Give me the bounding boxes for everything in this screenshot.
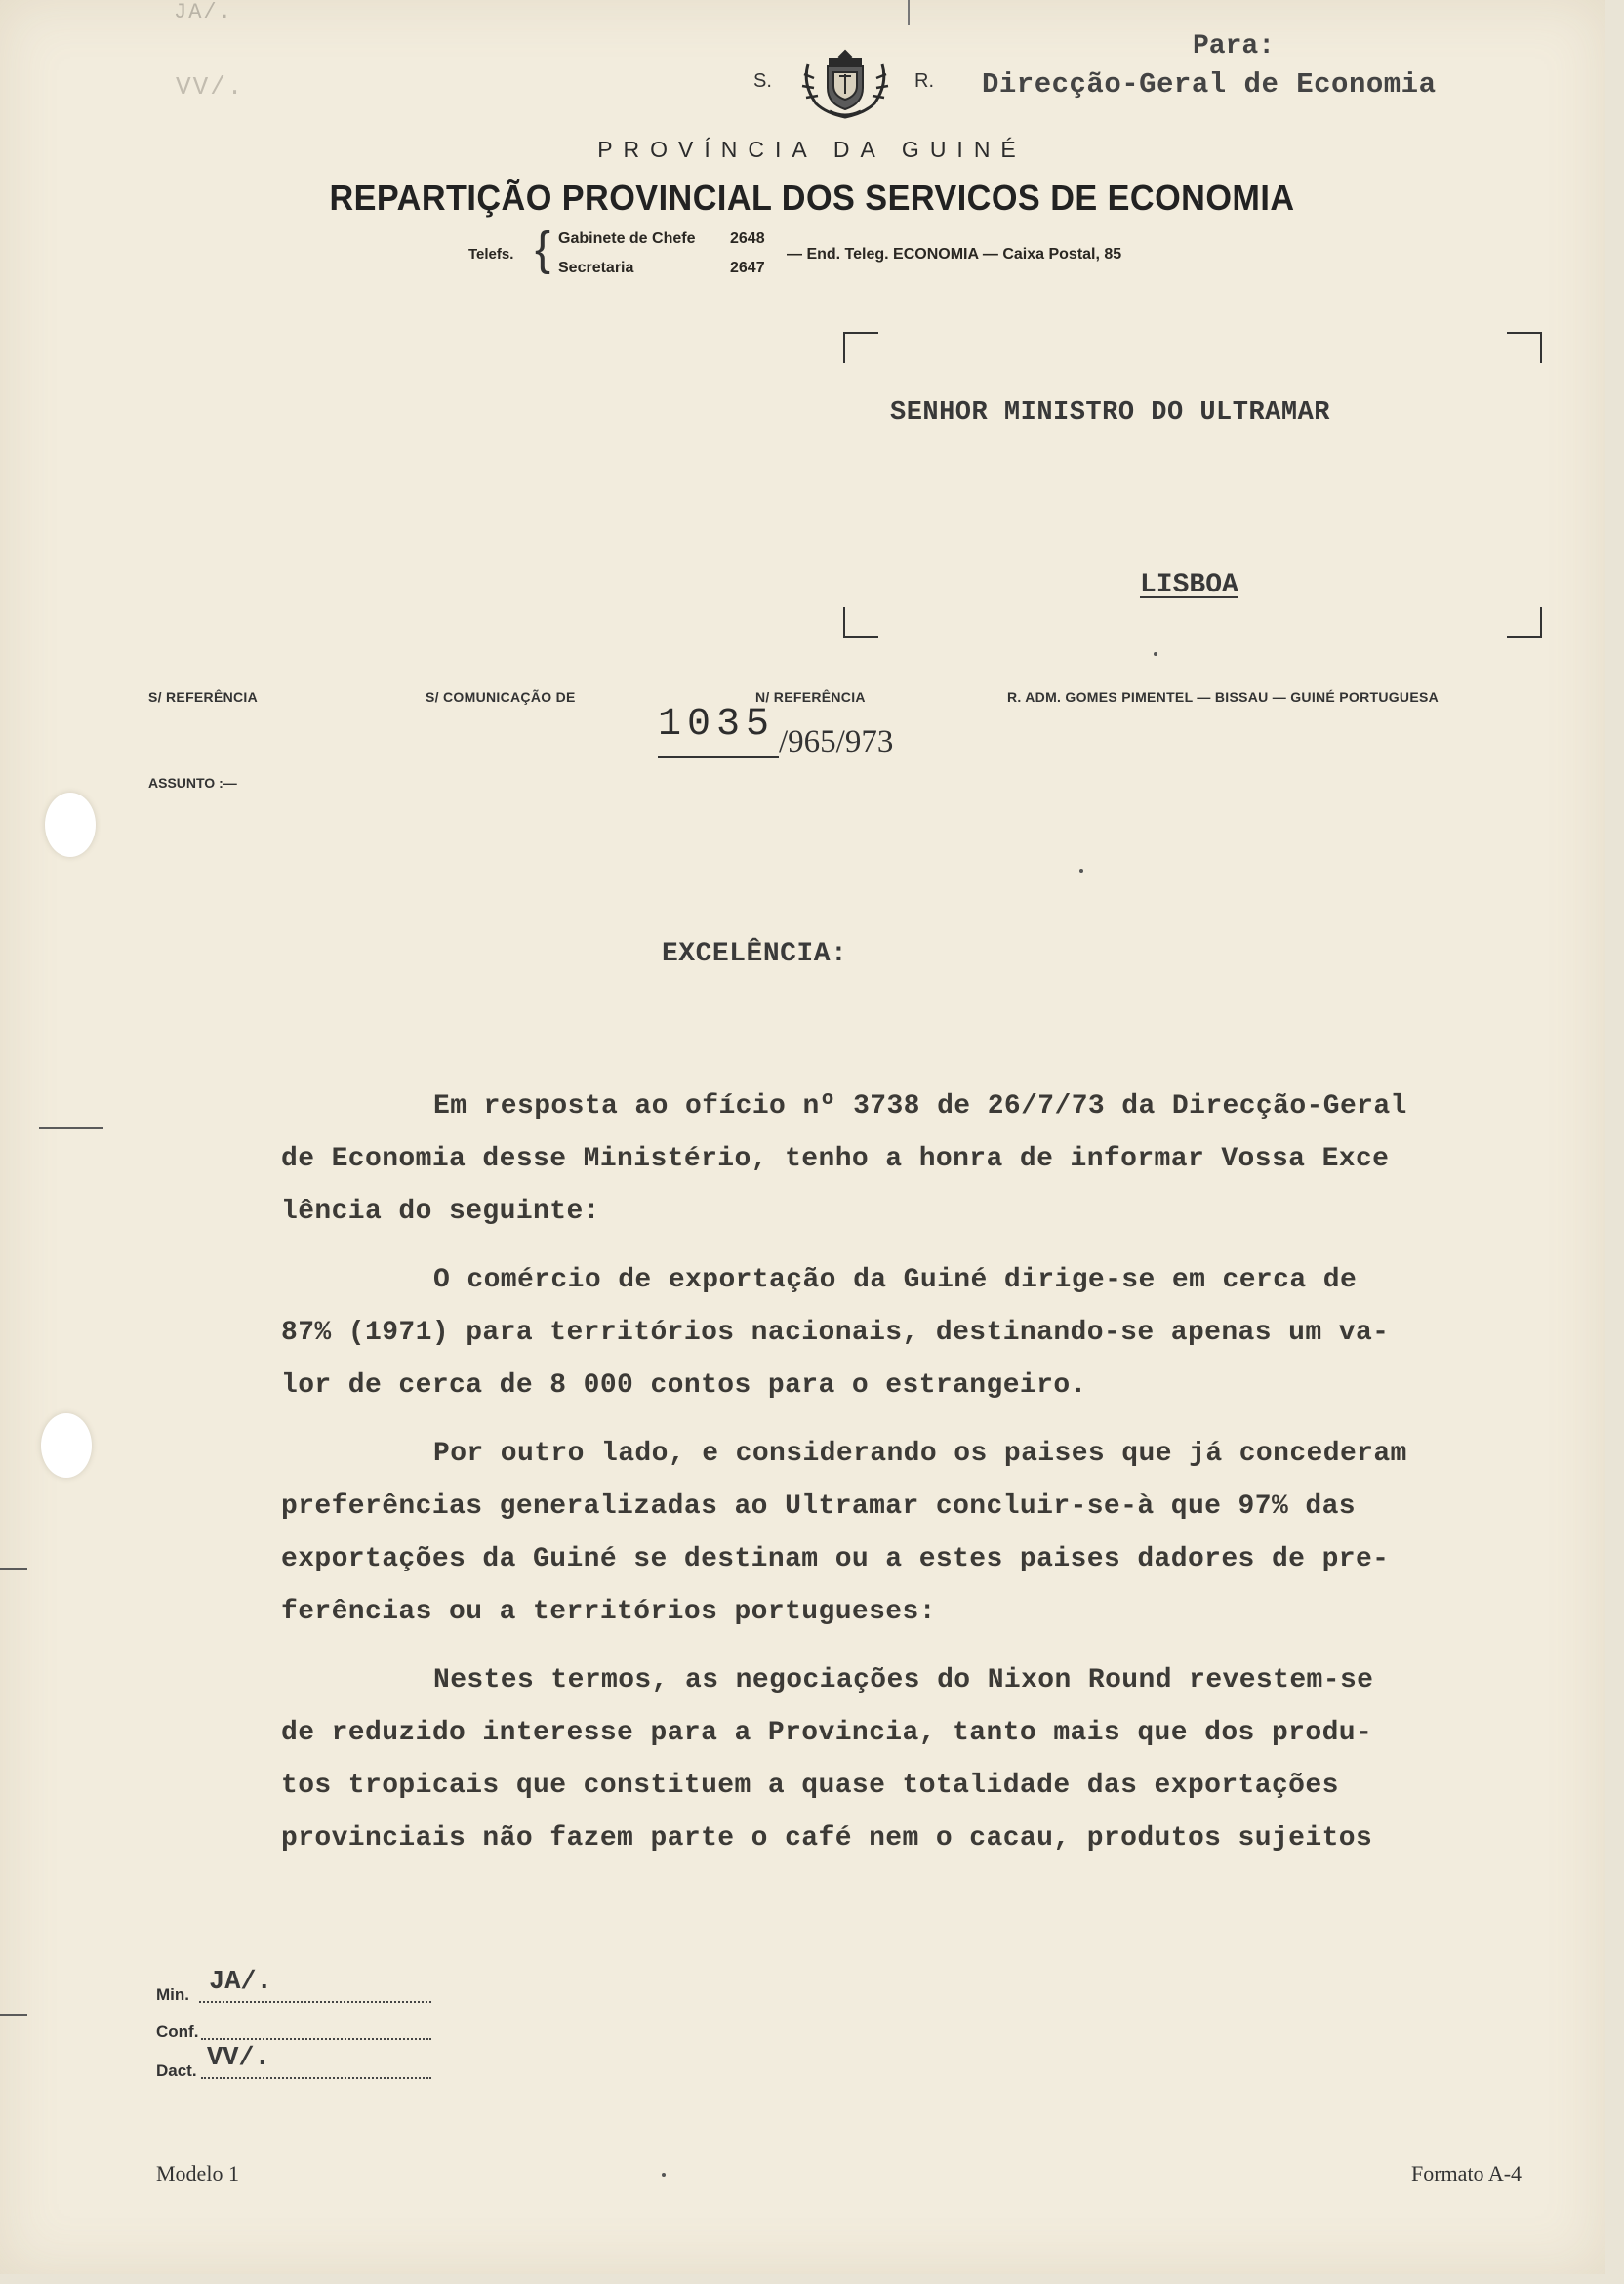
telefs-label: Telefs. — [468, 246, 514, 263]
body-line: Por outro lado, e considerando os paises que já concederam — [433, 1439, 1407, 1469]
s-referencia-label: S/ REFERÊNCIA — [148, 689, 259, 705]
addressee-name: SENHOR MINISTRO DO ULTRAMAR — [890, 398, 1330, 428]
min-label: Min. — [156, 1985, 189, 2004]
punch-hole — [45, 793, 96, 857]
body-line: preferências generalizadas ao Ultramar concluir-se-à que 97% das — [281, 1491, 1356, 1522]
faint-annotation-left: VV/. — [176, 72, 245, 102]
office-address: R. ADM. GOMES PIMENTEL — BISSAU — GUINÉ PORTUGUESA — [1007, 689, 1440, 705]
addressee-city: LISBOA — [1140, 570, 1238, 600]
department-heading: REPARTIÇÃO PROVINCIAL DOS SERVICOS DE ECONOMIA — [329, 178, 1295, 218]
punch-hole — [41, 1413, 92, 1478]
body-line: ferências ou a territórios portugueses: — [281, 1597, 936, 1627]
province-heading: PROVÍNCIA DA GUINÉ — [597, 137, 1027, 162]
body-line: tos tropicais que constituem a quase totalidade das exportações — [281, 1771, 1339, 1801]
recipient-value: Direcção-Geral de Economia — [982, 68, 1437, 101]
recipient-label: Para: — [1193, 31, 1276, 61]
phone-number-secretaria: 2647 — [730, 260, 765, 276]
paper-speck — [1154, 652, 1157, 656]
s-mark: S. — [753, 70, 772, 92]
body-line: de reduzido interesse para a Provincia, tanto mais que dos produ- — [281, 1718, 1373, 1748]
reference-underline — [658, 756, 779, 758]
dact-initials: VV/. — [207, 2044, 270, 2073]
phone-brace: { — [535, 224, 551, 275]
body-line: lor de cerca de 8 000 contos para o estrangeiro. — [281, 1370, 1087, 1401]
margin-fold-mark — [0, 1568, 27, 1570]
dact-dotted-line — [201, 2077, 431, 2079]
faint-annotation-top: JA/. — [174, 0, 233, 24]
reference-suffix: /965/973 — [779, 724, 894, 759]
dact-label: Dact. — [156, 2061, 197, 2080]
conf-label: Conf. — [156, 2022, 199, 2041]
address-window-corner — [843, 332, 878, 363]
address-window-corner — [1507, 332, 1542, 363]
telegraph-address: — End. Teleg. ECONOMIA — Caixa Postal, 85 — [787, 246, 1122, 263]
conf-dotted-line — [201, 2038, 431, 2040]
top-tick-mark — [908, 0, 910, 25]
body-line: provinciais não fazem parte o café nem o cacau, produtos sujeitos — [281, 1823, 1373, 1854]
paper-speck — [662, 2173, 666, 2177]
n-referencia-label: N/ REFERÊNCIA — [755, 689, 866, 705]
format-label: Formato A-4 — [1411, 2161, 1522, 2185]
s-comunicacao-label: S/ COMUNICAÇÃO DE — [426, 689, 576, 705]
body-line: Nestes termos, as negociações do Nixon Round revestem-se — [433, 1665, 1374, 1695]
coat-of-arms-icon — [800, 45, 890, 121]
body-line: O comércio de exportação da Guiné dirige-se em cerca de — [433, 1265, 1358, 1295]
min-dotted-line — [199, 2001, 431, 2003]
min-initials: JA/. — [209, 1968, 272, 1997]
r-mark: R. — [914, 70, 934, 92]
margin-fold-mark — [0, 2014, 27, 2016]
paper-speck — [1079, 869, 1083, 873]
address-window-corner — [843, 607, 878, 638]
margin-fold-mark — [39, 1127, 103, 1129]
reference-number: 1035 — [658, 703, 776, 747]
address-window-corner — [1507, 607, 1542, 638]
phone-label-gabinete: Gabinete de Chefe — [558, 230, 696, 247]
body-line: exportações da Guiné se destinam ou a estes paises dadores de pre- — [281, 1544, 1390, 1574]
phone-label-secretaria: Secretaria — [558, 260, 634, 276]
phone-number-gabinete: 2648 — [730, 230, 765, 247]
body-line: 87% (1971) para territórios nacionais, destinando-se apenas um va- — [281, 1318, 1390, 1348]
salutation: EXCELÊNCIA: — [662, 939, 848, 969]
body-line: Em resposta ao ofício nº 3738 de 26/7/73 da Direcção-Geral — [433, 1091, 1407, 1122]
body-line: lência do seguinte: — [281, 1197, 600, 1227]
assunto-label: ASSUNTO :— — [148, 775, 237, 791]
body-line: de Economia desse Ministério, tenho a honra de informar Vossa Exce — [281, 1144, 1390, 1174]
model-label: Modelo 1 — [156, 2161, 239, 2185]
